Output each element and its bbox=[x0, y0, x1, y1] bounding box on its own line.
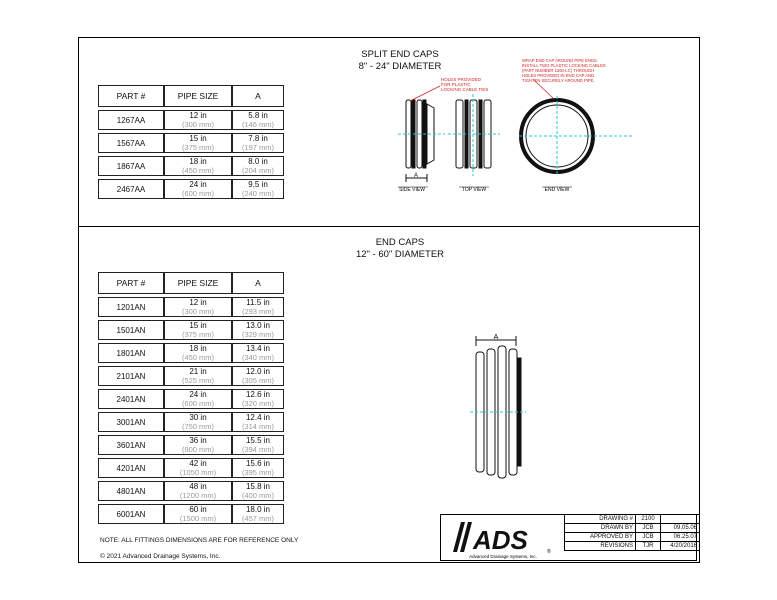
table-row: 2401AN 24 in (600 mm) 12.6 in (320 mm) bbox=[98, 389, 284, 409]
endcaps-subtitle: 12" - 60" DIAMETER bbox=[355, 249, 445, 260]
end-cap-side-drawing bbox=[470, 336, 526, 478]
wrap-note: WRAP END CAP AROUND PIPE ENDS. INSTALL TWO PLASTIC LOCKING CABLES (PART NUMBER 1260-LC) THROUGH HOLES PROVIDED IN END CAP AND TIGHTEN SECURELY AROUND PIPE. bbox=[522, 58, 606, 83]
table-row: DRAWING # 2100 bbox=[565, 515, 700, 524]
reference-note: NOTE: ALL FITTINGS DIMENSIONS ARE FOR REFERENCE ONLY bbox=[100, 537, 299, 544]
table-row: 6001AN 60 in (1500 mm) 18.0 in (457 mm) bbox=[98, 504, 284, 524]
side-view-label: SIDE VIEW bbox=[399, 187, 425, 193]
split-subtitle: 8" - 24" DIAMETER bbox=[358, 61, 442, 72]
endcaps-title: END CAPS bbox=[375, 237, 425, 248]
header-part: PART # bbox=[98, 85, 164, 107]
header-a: A bbox=[232, 85, 284, 107]
top-view-label: TOP VIEW bbox=[461, 187, 487, 193]
size-cell: 18 in (450 mm) bbox=[164, 156, 232, 176]
end-cap-dim-label: A bbox=[493, 334, 499, 341]
size-cell: 12 in (300 mm) bbox=[164, 110, 232, 130]
table-row: 2101AN 21 in (525 mm) 12.0 in (305 mm) bbox=[98, 366, 284, 386]
table-row: 3001AN 30 in (750 mm) 12.4 in (314 mm) bbox=[98, 412, 284, 432]
endcaps-table bbox=[98, 269, 284, 527]
a-cell: 8.0 in (204 mm) bbox=[232, 156, 284, 176]
top-view-drawing bbox=[448, 94, 500, 176]
copyright-text: © 2021 Advanced Drainage Systems, Inc. bbox=[100, 553, 221, 560]
end-view-label: END VIEW bbox=[544, 187, 570, 193]
table-row: 1501AN 15 in (375 mm) 13.0 in (329 mm) bbox=[98, 320, 284, 340]
size-cell: 24 in (600 mm) bbox=[164, 179, 232, 199]
ads-logo-mark bbox=[443, 516, 563, 559]
header-pipe-size: PIPE SIZE bbox=[164, 85, 232, 107]
header-a: A bbox=[232, 272, 284, 294]
table-row: REVISIONS TJR 4/20/2016 bbox=[565, 542, 700, 551]
table-row: 1201AN 12 in (300 mm) 11.5 in (293 mm) bbox=[98, 297, 284, 317]
revision-table bbox=[564, 514, 700, 551]
header-part: PART # bbox=[98, 272, 164, 294]
table-row: 1801AN 18 in (450 mm) 13.4 in (340 mm) bbox=[98, 343, 284, 363]
part-cell: 1567AA bbox=[98, 133, 164, 153]
table-row: 4201AN 42 in (1050 mm) 15.6 in (395 mm) bbox=[98, 458, 284, 478]
ads-logo bbox=[443, 516, 563, 559]
a-cell: 9.5 in (240 mm) bbox=[232, 179, 284, 199]
holes-note: HOLES PROVIDED FOR PLASTIC LOCKING CABLE TIES bbox=[441, 77, 489, 92]
a-cell: 5.8 in (146 mm) bbox=[232, 110, 284, 130]
endcaps-section-heading bbox=[300, 237, 500, 261]
table-row: 3601AN 36 in (900 mm) 15.5 in (394 mm) bbox=[98, 435, 284, 455]
a-cell: 7.8 in (197 mm) bbox=[232, 133, 284, 153]
part-cell: 2467AA bbox=[98, 179, 164, 199]
table-row: DRAWN BY JCB 09.05.06 bbox=[565, 524, 700, 533]
table-row: APPROVED BY JCB 06.25.07 bbox=[565, 533, 700, 542]
table-row: 4801AN 48 in (1200 mm) 15.8 in (400 mm) bbox=[98, 481, 284, 501]
header-pipe-size: PIPE SIZE bbox=[164, 272, 232, 294]
side-dim-label: A bbox=[413, 173, 419, 179]
part-cell: 1267AA bbox=[98, 110, 164, 130]
logo-text: ADS bbox=[473, 525, 528, 555]
end-view-drawing bbox=[519, 96, 634, 176]
size-cell: 15 in (375 mm) bbox=[164, 133, 232, 153]
table-header-row bbox=[98, 272, 284, 294]
logo-tm: ® bbox=[547, 549, 551, 555]
side-view-drawing bbox=[398, 100, 445, 182]
company-name: Advanced Drainage Systems, Inc. bbox=[469, 554, 537, 559]
split-title: SPLIT END CAPS bbox=[361, 49, 439, 60]
part-cell: 1867AA bbox=[98, 156, 164, 176]
